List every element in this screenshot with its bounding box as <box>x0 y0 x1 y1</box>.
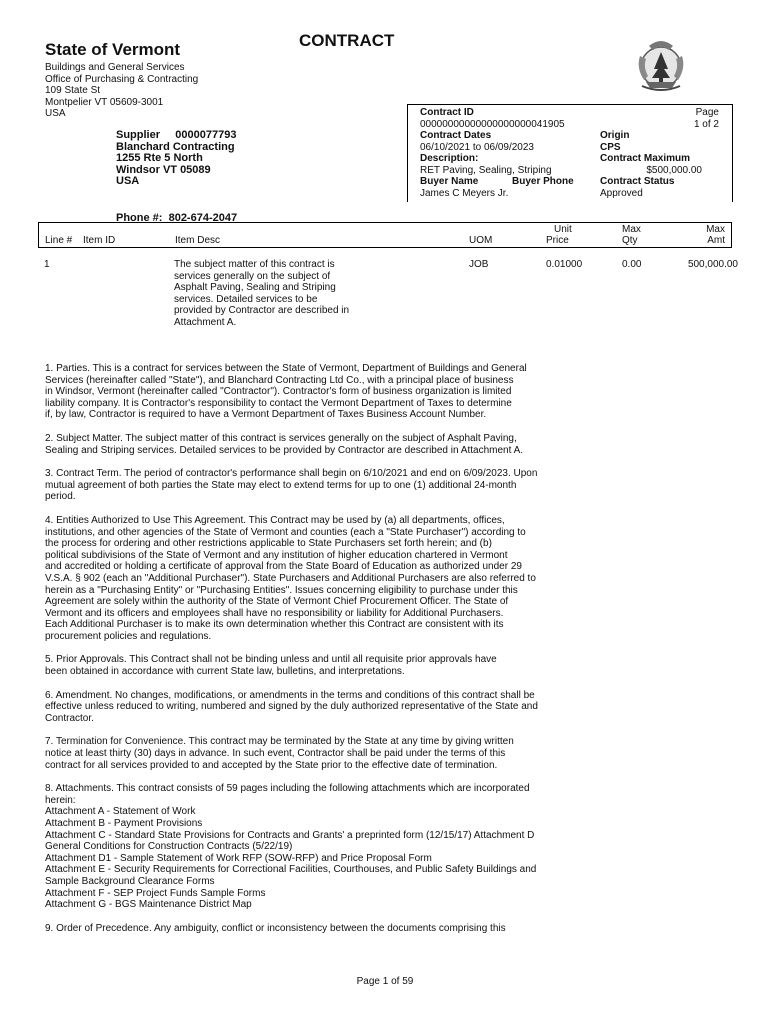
section-line: 1. Parties. This is a contract for services between the State of Vermont, Department of Buildings and General <box>45 363 527 374</box>
supplier-header <box>116 130 236 142</box>
col-max-amt-top: Max <box>706 224 725 235</box>
row-line-number: 1 <box>44 259 50 270</box>
section-line: Attachment E - Security Requirements for Correctional Facilities, Courthouses, and Public Safety Buildings and <box>45 864 537 876</box>
contract-dates-label: Contract Dates <box>420 130 492 141</box>
row-unit-price: 0.01000 <box>546 259 583 270</box>
col-price: Price <box>546 235 569 246</box>
origin-label: Origin <box>600 130 630 141</box>
section-line: political subdivisions of the State of Vermont and any institution of higher education chartered in Vermont <box>45 549 508 561</box>
section-line: 5. Prior Approvals. This Contract shall not be binding unless and until all requisite prior approvals have <box>45 654 497 666</box>
page-label: Page <box>695 107 719 118</box>
section-line: 9. Order of Precedence. Any ambiguity, conflict or inconsistency between the documents comprising this <box>45 922 506 934</box>
phone-label: Phone #: <box>116 212 163 224</box>
section-line: 4. Entities Authorized to Use This Agreement. This Contract may be used by (a) all departments, offices, <box>45 514 505 526</box>
section-line: if, by law, Contractor is required to have a Vermont Department of Taxes Business Account Number. <box>45 409 487 421</box>
address-line: Buildings and General Services <box>45 62 185 73</box>
section-line: period. <box>45 491 76 503</box>
contract-status: Approved <box>600 187 643 199</box>
row-item-desc <box>174 259 384 328</box>
contract-section <box>45 923 545 935</box>
col-unit: Unit <box>554 224 572 235</box>
desc-line: provided by Contractor are described in <box>174 305 350 316</box>
buyer-name-label: Buyer Name <box>420 176 479 187</box>
contract-section <box>45 468 545 503</box>
section-line: Attachment F - SEP Project Funds Sample Forms <box>45 887 266 899</box>
contract-maximum-label: Contract Maximum <box>600 153 691 164</box>
col-uom: UOM <box>469 235 493 246</box>
contract-info-box <box>407 104 733 202</box>
section-line: mutual agreement of both parties the State may elect to extend terms for up to one (1) additional 24-month <box>45 479 517 491</box>
section-line: liability company. It is Contractor's responsibility to contact the Vermont Department of Taxes to determine <box>45 397 512 409</box>
section-line: herein: <box>45 794 76 806</box>
contract-id-label: Contract ID <box>420 107 474 118</box>
col-line: Line # <box>45 235 73 246</box>
supplier-line: 1255 Rte 5 North <box>116 152 203 164</box>
line-items-header <box>38 222 732 248</box>
supplier-label: Supplier <box>116 129 161 141</box>
section-line: V.S.A. § 902 (each an "Additional Purchaser"). State Purchasers and Additional Purchasers are also referred to <box>45 572 536 584</box>
row-uom: JOB <box>469 259 489 270</box>
section-line: and accredited or holding a certificate of approval from the State Board of Education as authorized under 29 <box>45 561 522 573</box>
contract-section <box>45 690 545 725</box>
supplier-block <box>116 130 236 188</box>
contract-section <box>45 433 545 456</box>
section-line: Sealing and Striping services. Detailed services to be provided by Contractor are described in Attachment A. <box>45 444 524 456</box>
section-line: effective unless reduced to writing, numbered and signed by the duly authorized representative of the State and <box>45 701 538 713</box>
address-line: Montpelier VT 05609-3001 <box>45 96 164 108</box>
col-max-qty-top: Max <box>622 224 641 235</box>
section-line: Attachment C - Standard State Provisions for Contracts and Grants' a preprinted form (12/15/17) Attachment D <box>45 829 535 841</box>
supplier-line: Blanchard Contracting <box>116 140 235 153</box>
section-line: 2. Subject Matter. The subject matter of this contract is services generally on the subject of Asphalt Paving, <box>45 432 517 444</box>
contract-section <box>45 736 545 771</box>
buyer-phone-label: Buyer Phone <box>512 176 574 187</box>
contract-dates: 06/10/2021 to 06/09/2023 <box>420 141 534 153</box>
phone-number: 802-674-2047 <box>168 212 238 224</box>
col-qty: Qty <box>622 235 638 246</box>
vermont-seal-logo <box>632 36 690 94</box>
buyer-name: James C Meyers Jr. <box>420 187 509 199</box>
supplier-id: 0000077793 <box>175 129 237 141</box>
section-line: notice at least thirty (30) days in advance. In such event, Contractor shall be paid under the terms of this <box>45 748 506 760</box>
contract-section <box>45 783 545 911</box>
contract-section <box>45 363 545 421</box>
section-line: Services (hereinafter called "State"), and Blanchard Contracting Ltd Co., with a principal place of business <box>45 374 514 386</box>
address-line: USA <box>45 108 66 119</box>
row-max-qty: 0.00 <box>622 259 642 270</box>
section-line: General Conditions for Construction Contracts (5/22/19) <box>45 841 293 853</box>
address-line: Office of Purchasing & Contracting <box>45 73 199 85</box>
section-line: Attachment G - BGS Maintenance District Map <box>45 899 252 911</box>
desc-line: Attachment A. <box>174 316 237 328</box>
description-label: Description: <box>420 153 479 164</box>
section-line: Attachment B - Payment Provisions <box>45 818 203 829</box>
contract-id: 00000000000000000000041905 <box>420 118 565 130</box>
section-line: been obtained in accordance with current State law, bulletins, and interpretations. <box>45 666 405 678</box>
contract-section <box>45 515 545 643</box>
contract-section <box>45 654 545 677</box>
state-title: State of Vermont <box>45 40 181 59</box>
contract-maximum-value: $500,000.00 <box>646 164 702 176</box>
agency-address <box>45 62 345 120</box>
section-line: Attachment D1 - Sample Statement of Work RFP (SOW-RFP) and Price Proposal Form <box>45 852 432 864</box>
section-line: procurement policies and regulations. <box>45 630 212 642</box>
col-item-desc: Item Desc <box>175 235 221 246</box>
section-line: contract for all services provided to and accepted by the State prior to the effective date of termination. <box>45 759 498 771</box>
document-title: CONTRACT <box>299 31 395 50</box>
section-line: 6. Amendment. No changes, modifications, or amendments in the terms and conditions of this contract shall be <box>45 689 535 701</box>
desc-line: The subject matter of this contract is <box>174 259 335 270</box>
section-line: Contractor. <box>45 712 94 724</box>
contract-body <box>45 363 545 946</box>
address-line: 109 State St <box>45 85 101 96</box>
col-item-id: Item ID <box>83 235 116 246</box>
description-value: RET Paving, Sealing, Striping <box>420 164 552 176</box>
section-line: 3. Contract Term. The period of contractor's performance shall begin on 6/10/2021 and end on 6/09/2023. Upon <box>45 468 538 480</box>
section-line: Each Additional Purchaser is to make its own determination whether this Contract are consistent with its <box>45 619 504 631</box>
desc-line: Asphalt Paving, Sealing and Striping <box>174 282 336 293</box>
section-line: in Windsor, Vermont (hereinafter called "Contractor"). Contractor's form of business organization is limited <box>45 386 512 398</box>
page-value: 1 of 2 <box>693 118 719 130</box>
page-footer: Page 1 of 59 <box>356 976 414 987</box>
supplier-line: Windsor VT 05089 <box>116 163 211 176</box>
section-line: the process for ordering and other restrictions applicable to State Purchasers set forth herein; and (b) <box>45 538 492 550</box>
table-row <box>38 259 738 339</box>
section-line: 8. Attachments. This contract consists of 59 pages including the following attachments which are incorporated <box>45 783 530 795</box>
col-amt: Amt <box>707 235 725 246</box>
section-line: Vermont and its officers and employees shall have no responsibility or liability for Additional Purchasers. <box>45 607 504 619</box>
row-max-amt: 500,000.00 <box>687 259 738 270</box>
section-line: Attachment A - Statement of Work <box>45 806 196 818</box>
desc-line: services. Detailed services to be <box>174 293 318 305</box>
supplier-line: USA <box>116 175 140 187</box>
section-line: Sample Background Clearance Forms <box>45 875 215 887</box>
desc-line: services generally on the subject of <box>174 270 331 282</box>
origin-value: CPS <box>600 141 621 153</box>
section-line: 7. Termination for Convenience. This contract may be terminated by the State at any time by giving written <box>45 736 514 748</box>
section-line: Agreement are solely within the authority of the State of Vermont Chief Procurement Officer. The State of <box>45 596 509 608</box>
section-line: herein as a "Purchasing Entity" or "Purchasing Entities". Issues concerning eligibility to purchase under this <box>45 584 518 596</box>
contract-status-label: Contract Status <box>600 176 675 187</box>
section-line: institutions, and other agencies of the State of Vermont and counties (each a "State Purchaser") according to <box>45 526 526 538</box>
